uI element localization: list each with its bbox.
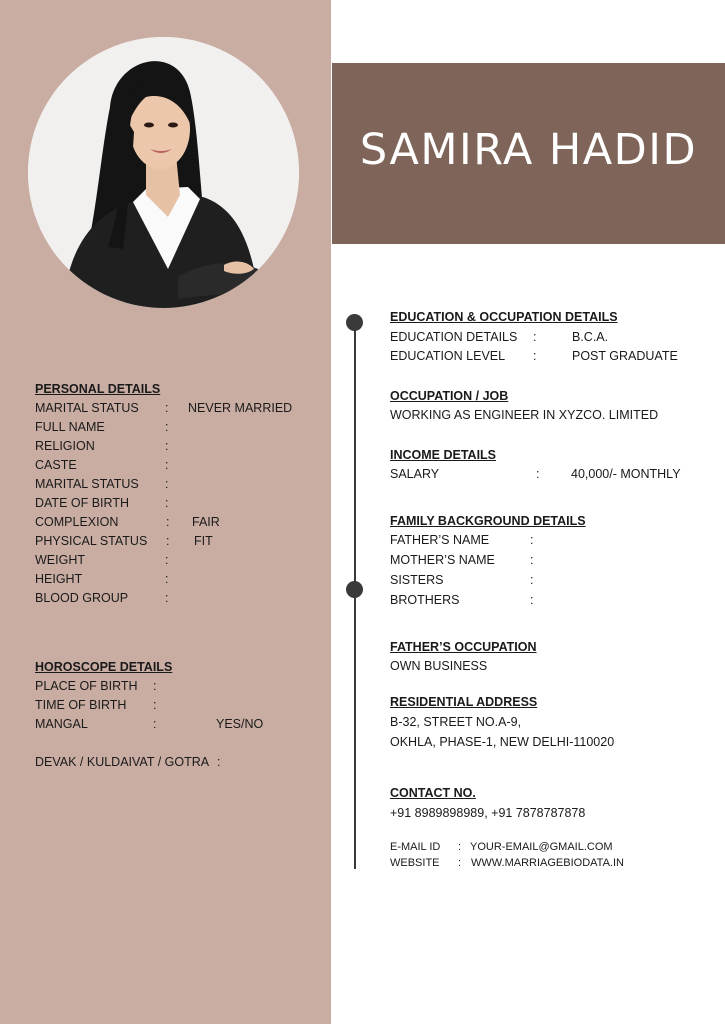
row-separator: : — [536, 467, 540, 481]
row-label: CASTE — [35, 458, 77, 472]
row-separator: : — [166, 534, 170, 548]
row-label: EDUCATION DETAILS — [390, 330, 518, 344]
row-label: FATHER’S NAME — [390, 533, 490, 547]
row-separator: : — [165, 439, 169, 453]
personal-details-title: PERSONAL DETAILS — [35, 382, 161, 396]
timeline-dot — [346, 314, 363, 331]
row-value: FAIR — [192, 515, 220, 529]
row-label: MOTHER’S NAME — [390, 553, 495, 567]
row-label: TIME OF BIRTH — [35, 698, 127, 712]
row-separator: : — [533, 349, 537, 363]
row-separator: : — [530, 553, 534, 567]
website-label: WEBSITE — [390, 857, 440, 869]
row-separator: : — [165, 496, 169, 510]
row-value: NEVER MARRIED — [188, 401, 293, 415]
row-label: MARITAL STATUS — [35, 477, 139, 491]
row-value: B.C.A. — [572, 330, 609, 344]
row-separator: : — [165, 572, 169, 586]
row-separator: : — [153, 679, 157, 693]
row-separator: : — [165, 401, 169, 415]
contact-title: CONTACT NO. — [390, 786, 476, 800]
email-label: E-MAIL ID — [390, 841, 441, 853]
row-label: PHYSICAL STATUS — [35, 534, 148, 548]
row-separator: : — [153, 717, 157, 731]
email-value: YOUR-EMAIL@GMAIL.COM — [470, 841, 613, 853]
address-line-2: OKHLA, PHASE-1, NEW DELHI-110020 — [390, 735, 615, 749]
row-label: EDUCATION LEVEL — [390, 349, 506, 363]
name-banner — [332, 63, 725, 244]
row-separator: : — [165, 591, 169, 605]
row-label: MARITAL STATUS — [35, 401, 139, 415]
row-separator: : — [530, 573, 534, 587]
row-separator: : — [153, 698, 157, 712]
row-label: HEIGHT — [35, 572, 83, 586]
row-separator: : — [217, 755, 221, 769]
row-label: DEVAK / KULDAIVAT / GOTRA — [35, 755, 210, 769]
contact-phones: +91 8989898989, +91 7878787878 — [390, 806, 586, 820]
row-value: POST GRADUATE — [572, 349, 678, 363]
address-line-1: B-32, STREET NO.A-9, — [390, 715, 522, 729]
row-separator: : — [165, 458, 169, 472]
row-value: 40,000/- MONTHLY — [571, 467, 681, 481]
profile-portrait-illustration — [28, 37, 299, 308]
row-separator: : — [165, 477, 169, 491]
row-label: PLACE OF BIRTH — [35, 679, 138, 693]
row-label: COMPLEXION — [35, 515, 119, 529]
website-separator: : — [458, 857, 462, 869]
email-separator: : — [458, 841, 462, 853]
row-separator: : — [166, 515, 170, 529]
profile-photo — [28, 37, 299, 308]
row-separator: : — [530, 533, 534, 547]
address-title: RESIDENTIAL ADDRESS — [390, 695, 538, 709]
website-value: WWW.MARRIAGEBIODATA.IN — [471, 857, 624, 869]
father-occupation-text: OWN BUSINESS — [390, 659, 488, 673]
row-label: MANGAL — [35, 717, 88, 731]
row-label: BLOOD GROUP — [35, 591, 129, 605]
row-label: FULL NAME — [35, 420, 105, 434]
row-separator: : — [165, 553, 169, 567]
row-label: RELIGION — [35, 439, 95, 453]
row-separator: : — [530, 593, 534, 607]
timeline-dot — [346, 581, 363, 598]
row-label: SALARY — [390, 467, 440, 481]
horoscope-details-title: HOROSCOPE DETAILS — [35, 660, 173, 674]
row-value: YES/NO — [216, 717, 264, 731]
education-title: EDUCATION & OCCUPATION DETAILS — [390, 310, 618, 324]
row-label: WEIGHT — [35, 553, 85, 567]
row-label: SISTERS — [390, 573, 444, 587]
family-title: FAMILY BACKGROUND DETAILS — [390, 514, 586, 528]
row-value: FIT — [194, 534, 213, 548]
row-separator: : — [533, 330, 537, 344]
row-label: BROTHERS — [390, 593, 460, 607]
row-separator: : — [165, 420, 169, 434]
profile-name: SAMIRA HADID — [359, 125, 698, 175]
row-label: DATE OF BIRTH — [35, 496, 129, 510]
occupation-text: WORKING AS ENGINEER IN XYZCO. LIMITED — [390, 408, 659, 422]
occupation-title: OCCUPATION / JOB — [390, 389, 509, 403]
father-occupation-title: FATHER’S OCCUPATION — [390, 640, 537, 654]
income-title: INCOME DETAILS — [390, 448, 497, 462]
